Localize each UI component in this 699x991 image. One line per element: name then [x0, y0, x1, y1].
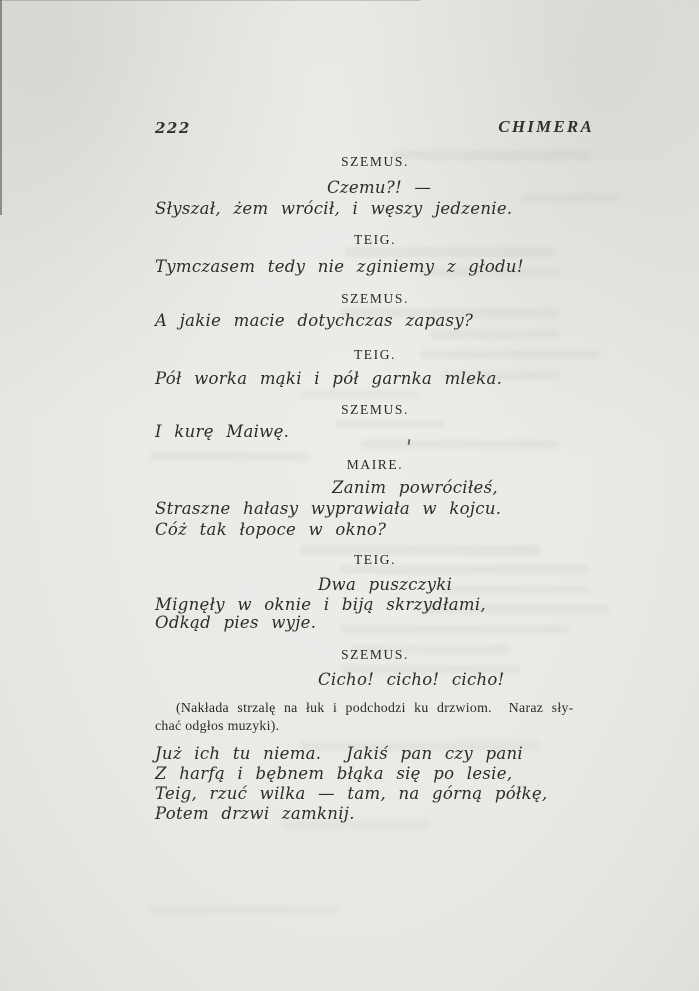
- stage-direction-line: chać odgłos muzyki).: [155, 718, 280, 733]
- verse-line: Słyszał, żem wrócił, i węszy jedzenie.: [155, 199, 513, 218]
- scan-edge-artifact: [0, 0, 2, 215]
- verse-line-indented: Cicho! cicho! cicho!: [318, 670, 505, 689]
- verse-line: Straszne hałasy wyprawiała w kojcu.: [155, 499, 502, 518]
- speaker-heading: TEIG.: [353, 232, 397, 247]
- speaker-heading: SZEMUS.: [341, 154, 409, 169]
- verse-line: Tymczasem tedy nie zginiemy z głodu!: [155, 257, 524, 276]
- verse-line: Już ich tu niema. Jakiś pan czy pani: [155, 744, 524, 763]
- verse-line: I kurę Maiwę.: [155, 422, 290, 441]
- verse-line: Odkąd pies wyje.: [155, 613, 317, 632]
- speaker-heading: MAIRE.: [346, 457, 404, 472]
- verse-line-indented: Zanim powróciłeś,: [332, 478, 498, 497]
- verse-line: Pół worka mąki i pół garnka mleka.: [155, 369, 503, 388]
- verse-line: Teig, rzuć wilka — tam, na górną półkę,: [155, 784, 548, 803]
- stage-direction-line: (Nakłada strzalę na łuk i podchodzi ku drzwiom. Naraz sły-: [176, 700, 574, 715]
- speaker-heading: TEIG.: [353, 347, 397, 362]
- verse-line-indented: Czemu?! —: [327, 178, 432, 197]
- verse-line: Mignęły w oknie i biją skrzydłami,: [155, 595, 486, 614]
- page-number: 222: [155, 119, 191, 137]
- speaker-heading: SZEMUS.: [341, 647, 409, 662]
- speaker-heading: SZEMUS.: [341, 291, 409, 306]
- speaker-heading: TEIG.: [353, 552, 397, 567]
- verse-line: Z harfą i bębnem błąka się po lesie,: [155, 764, 513, 783]
- verse-line: Cóż tak łopoce w okno?: [155, 520, 387, 539]
- verse-line-indented: Dwa puszczyki: [318, 575, 453, 594]
- verse-line: Potem drzwi zamknij.: [155, 804, 355, 823]
- running-title: CHIMERA: [498, 117, 594, 136]
- verse-line: A jakie macie dotychczas zapasy?: [155, 311, 474, 330]
- text-column: [155, 0, 595, 991]
- speaker-heading: SZEMUS.: [341, 402, 409, 417]
